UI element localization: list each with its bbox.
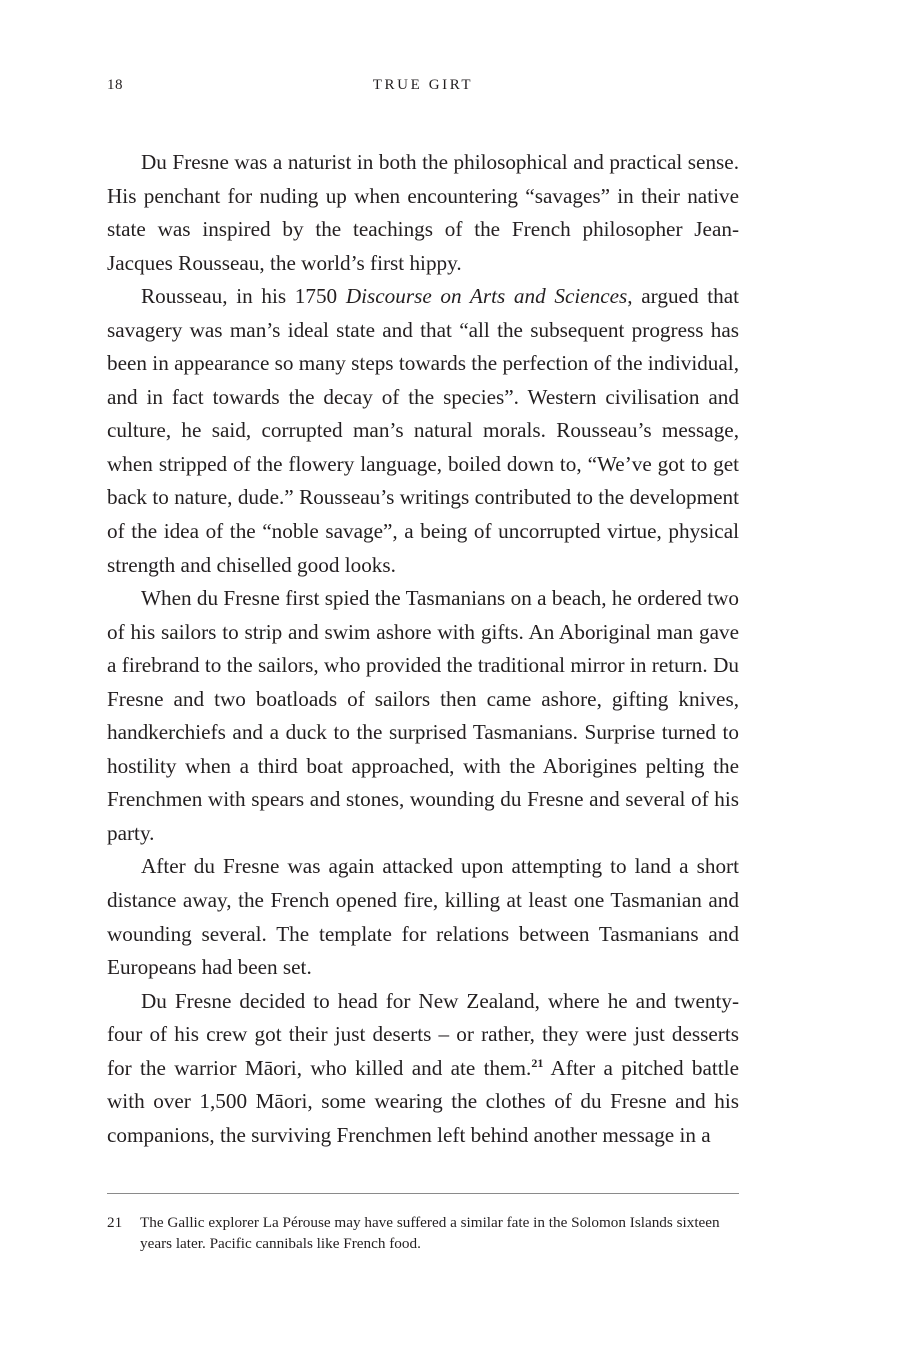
running-title: TRUE GIRT — [372, 77, 474, 93]
running-head — [107, 77, 739, 101]
paragraph-naturist: Du Fresne was a naturist in both the philosophical and practical sense. His penchant for nuding up when encountering “savages” in their native state was inspired by the teachings of the French philosopher Jean-Jacques Rousseau, the world’s first hippy. — [107, 150, 739, 275]
paragraph-new-zealand — [107, 985, 739, 1153]
footnote-number: 21 — [107, 1214, 123, 1231]
book-title-italic: Discourse on Arts and Sciences — [345, 284, 628, 309]
footnote-reference[interactable]: 21 — [531, 1055, 544, 1070]
paragraph-new-zealand-rest: After a pitched battle with over 1,500 Māori, some wearing the clothes of du Fresne and his companions, the surviving Frenchmen left behind another message in a — [107, 1055, 739, 1147]
footnote-text: The Gallic explorer La Pérouse may have suffered a similar fate in the Solomon Islands sixteen years later. Pacific cannibals like French food. — [140, 1214, 720, 1252]
paragraph-rousseau-rest: , argued that savagery was man’s ideal state and that “all the subsequent progress has been in appearance so many steps towards the perfection of the individual, and in fact towards the decay of the species”. Western civilisation and culture, he said, corrupted man’s natural morals. Rousseau’s message, when stripped of the flowery language, boiled down to, “We’ve got to get back to nature, dude.” Rousseau’s writings contributed to the development of the idea of the “noble savage”, a being of uncorrupted virtue, physical strength and chiselled good looks. — [107, 284, 739, 577]
footnote — [107, 1212, 739, 1254]
paragraph-rousseau-lead: Rousseau, in his 1750 — [141, 284, 346, 309]
paragraph-new-zealand-lead: Du Fresne decided to head for New Zealand, where he and twenty-four of his crew got their just deserts – or rather, they were just desserts for the warrior Māori, who killed and ate them. — [107, 988, 739, 1080]
page-number: 18 — [107, 77, 123, 93]
paragraph-french-opened-fire: After du Fresne was again attacked upon attempting to land a short distance away, the French opened fire, killing at least one Tasmanian and wounding several. The template for relations between Tasmanians and Europeans had been set. — [107, 854, 739, 980]
paragraph-rousseau — [107, 280, 739, 582]
paragraph-tasmanian-beach: When du Fresne first spied the Tasmanians on a beach, he ordered two of his sailors to strip and swim ashore with gifts. An Aboriginal man gave a firebrand to the sailors, who provided the traditional mirror in return. Du Fresne and two boatloads of sailors then came ashore, gifting knives, handkerchiefs and a duck to the surprised Tasmanians. Surprise turned to hostility when a third boat approached, with the Aborigines pelting the Frenchmen with spears and stones, wounding du Fresne and several of his party. — [107, 586, 739, 845]
body-text — [107, 146, 739, 1152]
footnote-divider — [107, 1193, 739, 1194]
